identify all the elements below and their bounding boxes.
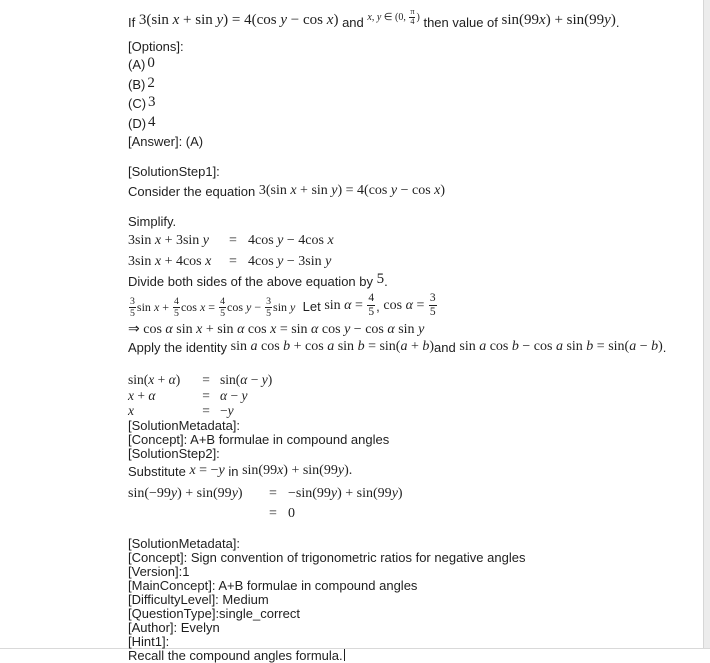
eq-sign: = <box>229 254 237 269</box>
eq-rhs: 4cos y − 3sin y <box>248 254 332 269</box>
fraction-equation-line <box>128 292 693 322</box>
question-condition: x, y ∈ (0, $\frac{\pi}{4}$ ) <box>367 6 420 27</box>
eq-rhs: −sin(99y) + sin(99y) <box>288 485 403 501</box>
divide-text: Divide both sides of the above equation by <box>128 274 374 289</box>
equation-block-3 <box>128 484 693 524</box>
and-text: and <box>434 340 456 355</box>
consider-equation: 3(sin x + sin y) = 4(cos y − cos x) <box>258 183 446 198</box>
equation-block-2 <box>128 372 693 419</box>
eq-sign: = <box>202 403 210 418</box>
in-text: in <box>228 463 239 479</box>
equation-block-1 <box>128 230 693 272</box>
option-row-a[interactable] <box>128 55 693 75</box>
eq-rhs: sin(α − y) <box>220 372 273 387</box>
eq-lhs: x <box>128 403 134 418</box>
option-row-b[interactable] <box>128 75 693 95</box>
substitute-line <box>128 461 693 484</box>
question-line <box>128 8 693 38</box>
option-row-c[interactable] <box>128 94 693 114</box>
editor-content-area[interactable] <box>128 8 693 663</box>
eq-lhs: x + α <box>128 387 156 403</box>
question-conjunction: and <box>342 15 364 30</box>
consider-line <box>128 180 693 205</box>
option-value: 4 <box>148 113 156 130</box>
question-type-line: [QuestionType]:single_correct <box>128 605 300 621</box>
equation-row <box>128 230 693 251</box>
equation-row <box>128 403 693 419</box>
option-value: 0 <box>147 55 155 71</box>
answer-line: [Answer]: (A) <box>128 134 204 149</box>
hint-text-line <box>128 649 693 663</box>
eq-sign: = <box>269 505 277 521</box>
divide-number: 5 <box>376 271 385 287</box>
implies-equation: ⇒ cos α sin x + sin α cos x = sin α cos y − cos α sin y <box>128 322 425 337</box>
concept-1: [Concept]: A+B formulae in compound angles <box>128 431 390 447</box>
question-then-text: then value of <box>423 15 498 30</box>
option-key: (D) <box>128 115 147 131</box>
apply-text: Apply the identity <box>128 340 228 355</box>
hint-label: [Hint1]: <box>128 633 170 649</box>
hint-text: Recall the compound angles formula. <box>128 647 343 663</box>
equation-row <box>128 504 693 524</box>
equation-row <box>128 484 693 504</box>
question-equation: 3(sin x + sin y) = 4(cos y − cos x) <box>138 12 339 28</box>
eq-rhs: −y <box>220 403 234 418</box>
equation-row <box>128 372 693 388</box>
option-row-d[interactable] <box>128 114 693 134</box>
eq-rhs: 4cos y − 4cos x <box>248 233 334 248</box>
eq-sign: = <box>229 233 237 248</box>
let-equation-2: cos α = $\frac{3}{5}$ <box>383 292 436 318</box>
let-equation-1: sin α = $\frac{4}{5}$ <box>324 292 375 318</box>
eq-sign: = <box>202 387 210 403</box>
question-period: . <box>615 15 620 30</box>
identity-2: sin a cos b − cos a sin b = sin(a − b) <box>459 339 663 354</box>
text-cursor <box>344 649 345 661</box>
question-prefix: If <box>128 15 136 30</box>
solution-metadata-1-label: [SolutionMetadata]: <box>128 417 241 433</box>
difficulty-line: [DifficultyLevel]: Medium <box>128 591 269 607</box>
equation-row <box>128 251 693 272</box>
substitute-equation: x = −y <box>189 462 225 478</box>
apply-period: . <box>662 340 667 355</box>
vertical-scrollbar[interactable] <box>703 0 710 648</box>
fraction-equation: $\frac{3}{5}$ sin x + $\frac{4}{5}$ cos x = $\frac{4}{5}$ cos y − $\frac{3}{5}$ sin y <box>130 296 296 319</box>
version-line: [Version]:1 <box>128 563 190 579</box>
eq-lhs: sin(x + α) <box>128 372 181 387</box>
options-label: [Options]: <box>128 39 184 54</box>
solution-step2-label: [SolutionStep2]: <box>128 445 220 461</box>
eq-sign: = <box>202 372 210 387</box>
eq-lhs: sin(−99y) + sin(99y) <box>128 485 243 501</box>
question-target: sin(99x) + sin(99y) <box>501 12 616 28</box>
eq-sign: = <box>269 485 277 501</box>
eq-lhs: 3sin x + 3sin y <box>128 233 210 248</box>
option-key: (B) <box>128 76 146 92</box>
eq-lhs: 3sin x + 4cos x <box>128 254 212 269</box>
option-value: 2 <box>147 74 155 91</box>
consider-text: Consider the equation <box>128 184 256 199</box>
author-line: [Author]: Evelyn <box>128 619 220 635</box>
divide-line <box>128 272 693 292</box>
equation-row <box>128 388 693 404</box>
identity-1: sin a cos b + cos a sin b = sin(a + b) <box>230 339 435 354</box>
let-text: Let <box>302 299 321 314</box>
simplify-label: Simplify. <box>128 214 177 229</box>
concept-2: [Concept]: Sign convention of trigonometric ratios for negative angles <box>128 549 526 565</box>
solution-step1-label: [SolutionStep1]: <box>128 164 220 179</box>
main-concept-line: [MainConcept]: A+B formulae in compound angles <box>128 577 418 593</box>
option-key: (C) <box>128 96 147 111</box>
substitute-text: Substitute <box>128 463 186 479</box>
option-key: (A) <box>128 57 146 72</box>
let-comma: , <box>376 299 380 314</box>
apply-identity-line <box>128 338 693 359</box>
solution-metadata-2-label: [SolutionMetadata]: <box>128 535 241 551</box>
eq-rhs: α − y <box>220 387 248 403</box>
divide-period: . <box>384 274 388 289</box>
substitute-target: sin(99x) + sin(99y). <box>242 462 353 478</box>
option-value: 3 <box>148 94 156 110</box>
eq-rhs: 0 <box>288 505 295 521</box>
